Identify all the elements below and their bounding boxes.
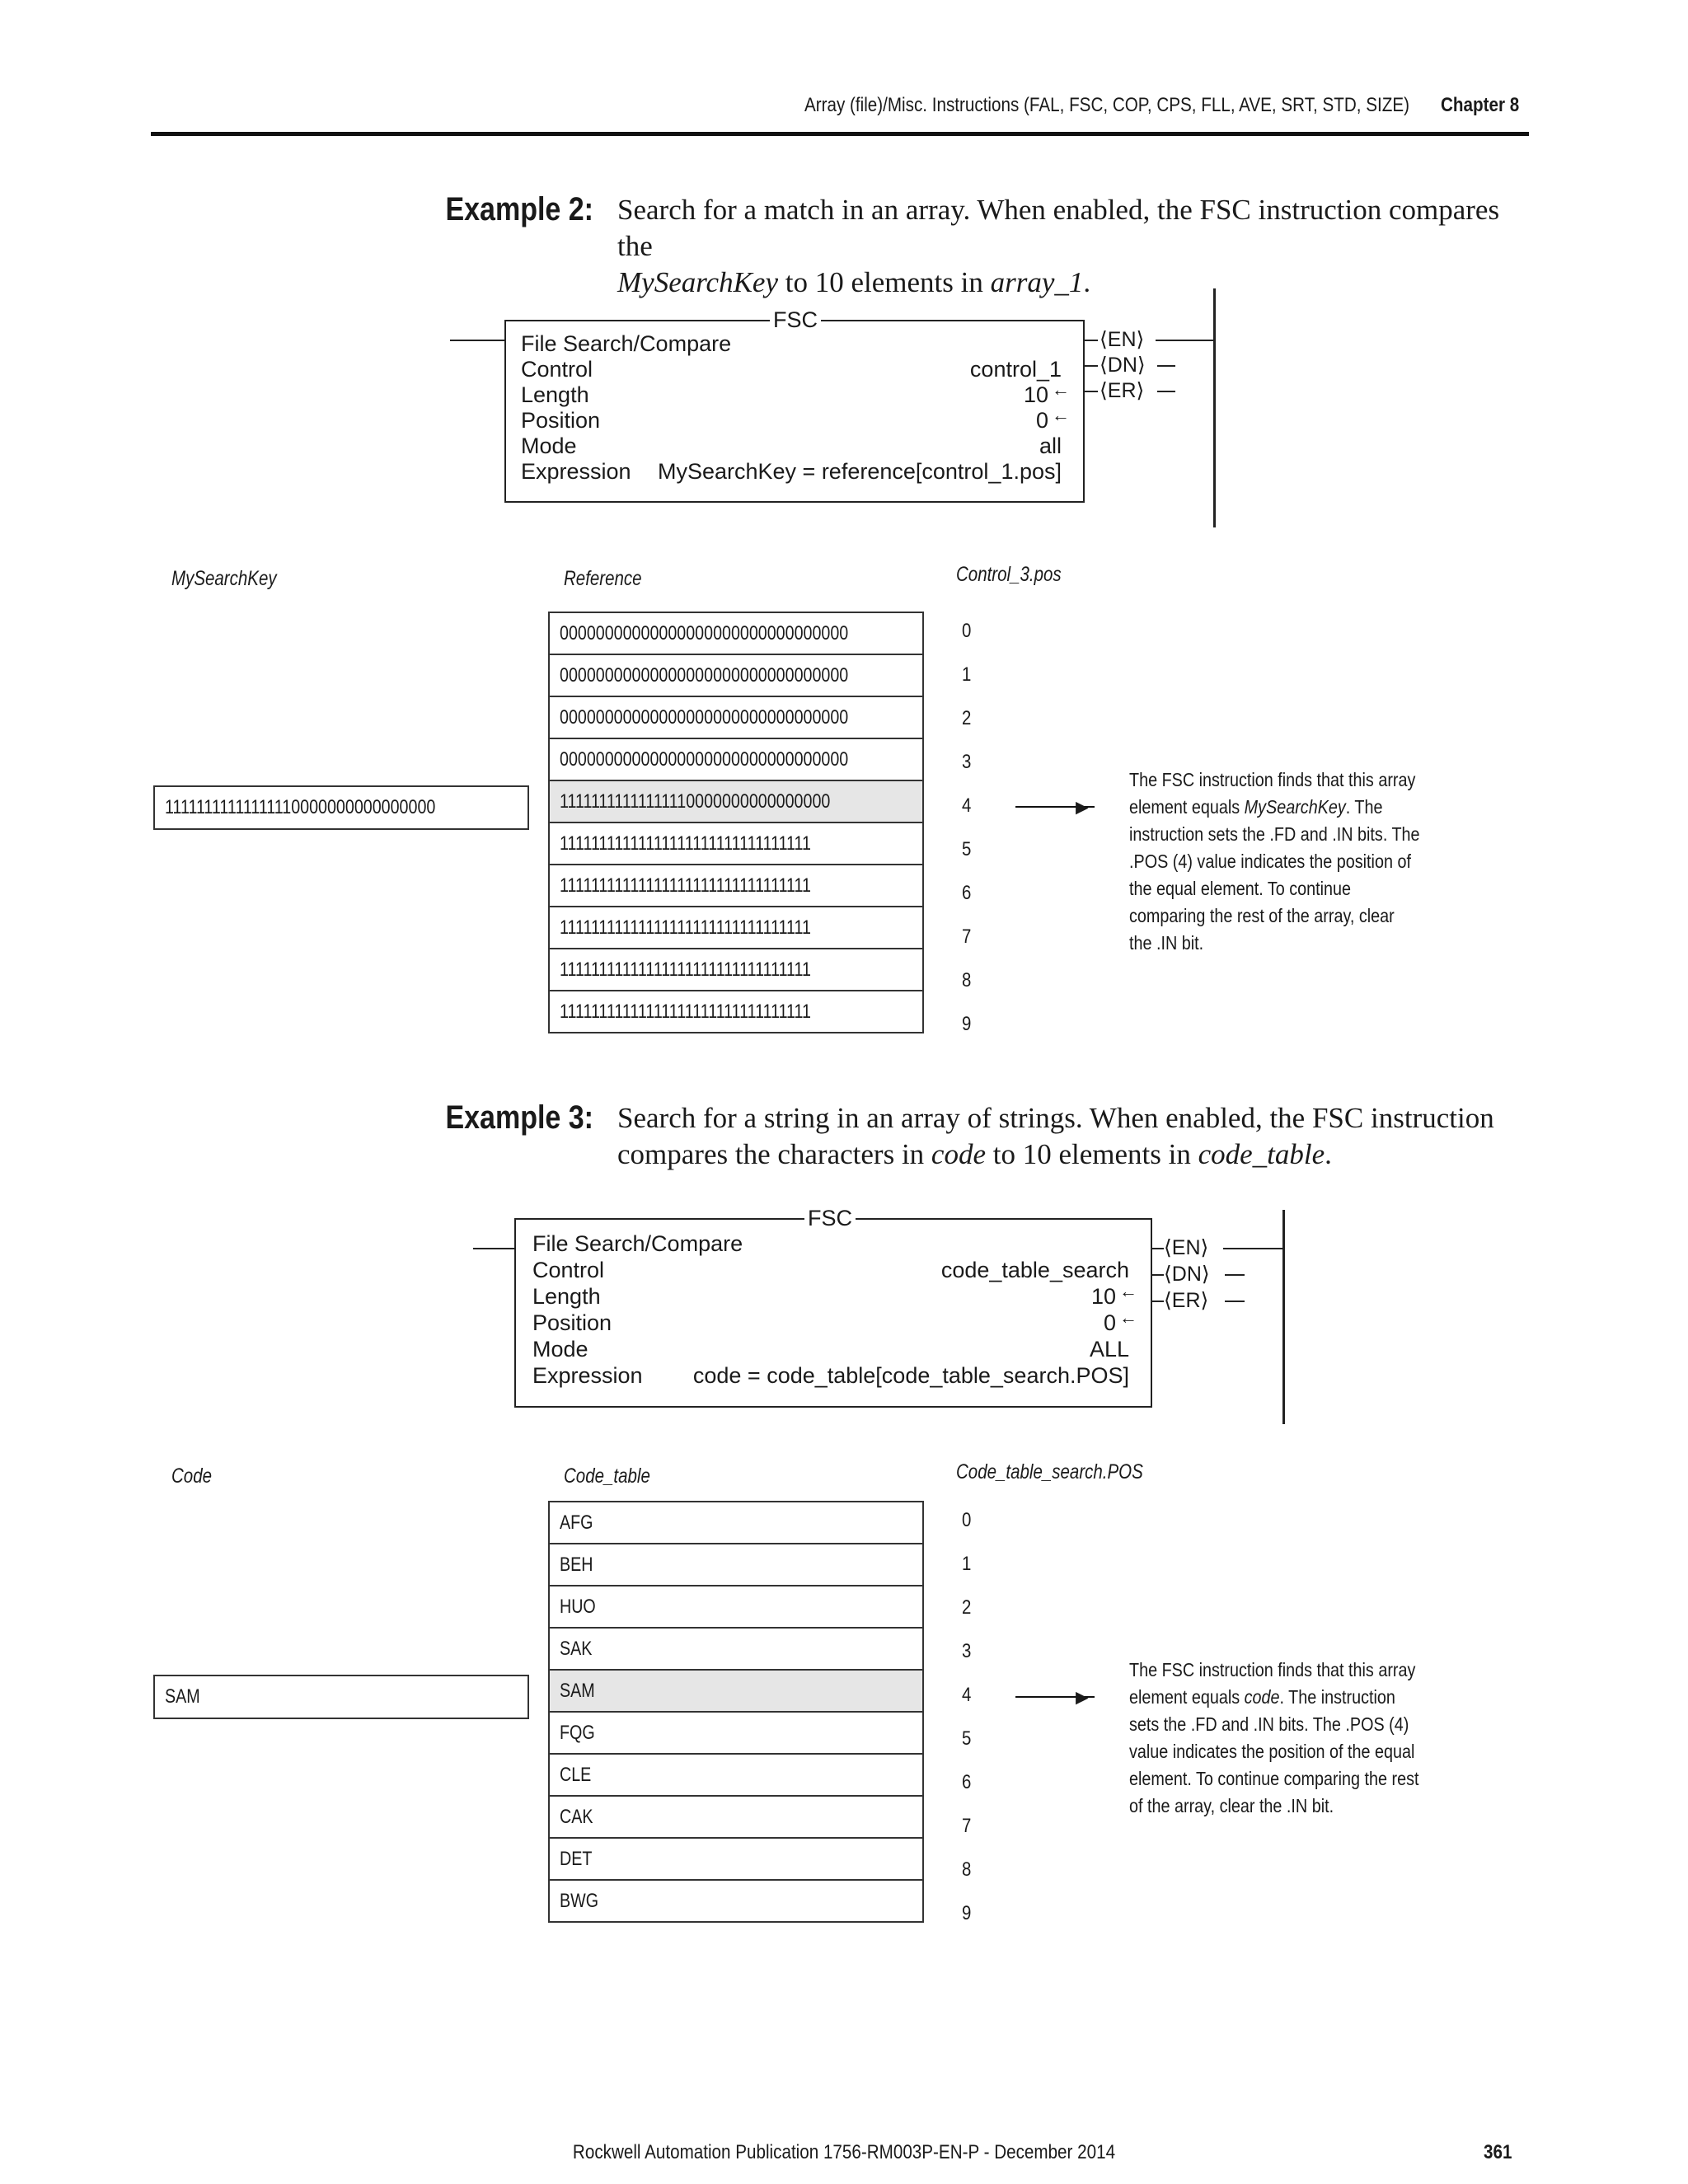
index-label: 8 — [962, 1858, 972, 1881]
running-header-chapter: Chapter 8 — [1441, 94, 1520, 116]
index-label: 6 — [962, 1771, 972, 1793]
note-text-italic: code — [1244, 1686, 1280, 1708]
fsc-mode-value: all — [1039, 434, 1062, 458]
example-2-line-2-mid: to 10 elements in — [778, 266, 991, 298]
index-label: 1 — [962, 1553, 972, 1575]
footer-publication: Rockwell Automation Publication 1756-RM003P-EN-P - December 2014 — [572, 2141, 1116, 2163]
example-3-line-1: Search for a string in an array of strings. When enabled, the FSC instruction — [617, 1102, 1494, 1134]
example-2-line-1: Search for a match in an array. When enabled, the FSC instruction compares the — [617, 194, 1500, 262]
index-label: 7 — [962, 1815, 972, 1837]
index-label: 3 — [962, 1640, 972, 1662]
fsc-expression-label: Expression — [532, 1363, 643, 1388]
table-row — [548, 1585, 924, 1629]
table-cell: BEH — [560, 1554, 593, 1576]
index-label: 4 — [962, 794, 972, 817]
coil-en: ⟨EN⟩ — [1100, 328, 1145, 351]
example-2-description — [617, 192, 1532, 301]
table-row — [548, 864, 924, 907]
arrow-right-icon: ► — [1071, 794, 1093, 819]
table-cell: 00000000000000000000000000000000 — [560, 706, 849, 729]
table-row-match — [548, 1669, 924, 1713]
note-text-b: . The instruction sets the .FD and .IN bits. The .POS (4) value indicates the position of the equal element. To continue comparing the rest of the array, clear the .IN bit. — [1129, 1686, 1419, 1816]
index-label: 7 — [962, 926, 972, 948]
table-cell: FQG — [560, 1722, 595, 1744]
table-cell: 11111111111111111111111111111111 — [560, 916, 811, 939]
table-cell: 11111111111111111111111111111111 — [560, 1001, 811, 1023]
index-label: 9 — [962, 1902, 972, 1924]
table-row — [548, 1711, 924, 1755]
table-cell: 11111111111111110000000000000000 — [560, 790, 831, 813]
search-key-cell — [153, 785, 529, 830]
header-rule — [151, 132, 1529, 136]
fsc-mode-value: ALL — [1089, 1337, 1129, 1361]
example-3-line-2-mid: to 10 elements in — [986, 1138, 1198, 1170]
coil-dn-wire-right — [1157, 365, 1175, 367]
arrow-left-icon: ← — [1119, 1307, 1137, 1328]
coil-en-wire — [1151, 1248, 1164, 1249]
coil-dn: ⟨DN⟩ — [1164, 1263, 1210, 1286]
callout-note-example-3 — [1129, 1657, 1420, 1820]
col-head-reference: Code_table — [564, 1465, 650, 1488]
fsc-title: FSC — [770, 307, 821, 333]
table-cell: 00000000000000000000000000000000 — [560, 664, 849, 687]
coil-en-wire-right — [1156, 340, 1213, 341]
arrow-right-icon: ► — [1071, 1685, 1093, 1709]
fsc-expression-label: Expression — [521, 459, 631, 484]
table-row — [548, 654, 924, 697]
table-cell: 11111111111111111111111111111111 — [560, 874, 811, 897]
index-label: 5 — [962, 1727, 972, 1750]
fsc-block-example-2 — [450, 288, 1217, 527]
example-2-label: Example 2: — [445, 191, 593, 227]
table-cell: 11111111111111111111111111111111 — [560, 958, 811, 981]
fsc-position-value: 0 — [1103, 1310, 1116, 1335]
coil-en: ⟨EN⟩ — [1164, 1236, 1209, 1259]
index-label: 9 — [962, 1013, 972, 1035]
table-row — [548, 1795, 924, 1839]
arrow-left-icon: ← — [1052, 405, 1070, 425]
note-text-a: The FSC instruction finds that this array element equals — [1129, 1659, 1416, 1708]
index-label: 4 — [962, 1684, 972, 1706]
rung-left-line — [450, 340, 504, 341]
coil-dn-wire — [1151, 1274, 1164, 1276]
fsc-length-label: Length — [532, 1284, 601, 1309]
fsc-expression-value: code = code_table[code_table_search.POS] — [692, 1363, 1129, 1388]
fsc-length-value: 10 — [1023, 382, 1048, 407]
code-table — [548, 1501, 924, 1923]
table-row — [548, 822, 924, 865]
table-row — [548, 1543, 924, 1586]
table-cell: SAK — [560, 1638, 593, 1660]
rung-right-rail — [1213, 288, 1216, 527]
example-3-code-name: code — [931, 1138, 986, 1170]
reference-table — [548, 612, 924, 1033]
page-number: 361 — [1484, 2141, 1512, 2163]
index-label: 5 — [962, 838, 972, 860]
index-label: 2 — [962, 1596, 972, 1619]
coil-er-wire — [1151, 1301, 1164, 1302]
table-row — [548, 1627, 924, 1671]
search-key-value: SAM — [165, 1685, 200, 1708]
rung-left-line — [473, 1248, 514, 1249]
fsc-instruction-box[interactable] — [504, 307, 1085, 503]
coil-er: ⟨ER⟩ — [1164, 1289, 1209, 1312]
fsc-title: FSC — [804, 1206, 856, 1231]
fsc-instruction-box[interactable] — [514, 1206, 1152, 1408]
table-cell: CLE — [560, 1764, 592, 1786]
example-2-line-2-end: . — [1083, 266, 1091, 298]
coil-er-label: ER — [1107, 379, 1137, 402]
coil-en-wire-right — [1223, 1248, 1282, 1249]
table-cell: 11111111111111111111111111111111 — [560, 832, 811, 855]
fsc-mode-label: Mode — [532, 1337, 588, 1361]
example-2-key-name: MySearchKey — [617, 266, 778, 298]
col-head-position: Control_3.pos — [956, 563, 1062, 586]
col-head-key: MySearchKey — [171, 567, 277, 590]
fsc-block-example-3 — [473, 1206, 1289, 1424]
coil-er-wire — [1083, 391, 1098, 392]
index-label: 0 — [962, 1509, 972, 1531]
table-row — [548, 1837, 924, 1881]
coil-en-label: EN — [1171, 1236, 1201, 1259]
running-header-title: Array (file)/Misc. Instructions (FAL, FSC, COP, CPS, FLL, AVE, SRT, STD, SIZE) — [804, 94, 1409, 116]
table-row — [548, 906, 924, 949]
coil-en-label: EN — [1107, 328, 1137, 351]
index-label: 1 — [962, 663, 972, 686]
example-3-line-2-end: . — [1325, 1138, 1332, 1170]
coil-er-wire-right — [1157, 391, 1175, 392]
index-label: 3 — [962, 751, 972, 773]
example-2-array-name: array_1 — [990, 266, 1084, 298]
coil-er-wire-right — [1225, 1301, 1245, 1302]
callout-note-example-2 — [1129, 766, 1420, 957]
example-3-line-2-start: compares the characters in — [617, 1138, 931, 1170]
table-row-match — [548, 780, 924, 823]
col-head-key: Code — [171, 1465, 213, 1488]
coil-dn: ⟨DN⟩ — [1100, 354, 1146, 377]
table-cell: HUO — [560, 1596, 596, 1618]
fsc-length-value: 10 — [1090, 1284, 1116, 1309]
fsc-heading: File Search/Compare — [521, 331, 732, 356]
table-cell: SAM — [560, 1680, 595, 1702]
coil-er: ⟨ER⟩ — [1100, 379, 1145, 402]
fsc-position-label: Position — [521, 408, 601, 433]
index-label: 6 — [962, 882, 972, 904]
table-row — [548, 738, 924, 781]
note-text-b: . The instruction sets the .FD and .IN bits. The .POS (4) value indicates the position of the equal element. To continue comparing the rest of the array, clear the .IN bit. — [1129, 796, 1420, 954]
arrow-left-icon: ← — [1052, 379, 1070, 400]
col-head-reference: Reference — [564, 567, 642, 590]
fsc-length-label: Length — [521, 382, 589, 407]
note-text-a: The FSC instruction finds that this array element equals — [1129, 769, 1416, 818]
rung-right-rail — [1282, 1210, 1285, 1424]
example-3-description — [617, 1100, 1532, 1173]
table-row — [548, 612, 924, 655]
coil-en-wire — [1083, 340, 1098, 341]
col-head-position: Code_table_search.POS — [956, 1460, 1143, 1483]
table-row — [548, 696, 924, 739]
arrow-left-icon: ← — [1119, 1281, 1137, 1301]
coil-dn-wire-right — [1225, 1274, 1245, 1276]
fsc-heading: File Search/Compare — [532, 1231, 743, 1256]
coil-dn-label: DN — [1171, 1263, 1202, 1286]
table-cell: 00000000000000000000000000000000 — [560, 622, 849, 644]
table-cell: BWG — [560, 1890, 599, 1912]
table-cell: AFG — [560, 1511, 593, 1534]
fsc-position-value: 0 — [1035, 408, 1048, 433]
table-row — [548, 990, 924, 1033]
search-key-value: 11111111111111110000000000000000 — [165, 796, 436, 818]
example-3-label: Example 3: — [445, 1099, 593, 1136]
index-label: 0 — [962, 620, 972, 642]
table-row — [548, 1501, 924, 1544]
fsc-control-value: code_table_search — [940, 1258, 1129, 1282]
coil-er-label: ER — [1171, 1289, 1201, 1312]
fsc-control-value: control_1 — [969, 357, 1062, 382]
table-row — [548, 1753, 924, 1797]
example-3-table-name: code_table — [1198, 1138, 1325, 1170]
index-label: 2 — [962, 707, 972, 729]
example-3-line-2 — [617, 1137, 1532, 1173]
fsc-control-label: Control — [521, 357, 593, 382]
fsc-control-label: Control — [532, 1258, 605, 1282]
fsc-expression-value: MySearchKey = reference[control_1.pos] — [657, 459, 1062, 484]
table-cell: CAK — [560, 1806, 593, 1828]
coil-dn-label: DN — [1107, 354, 1137, 377]
table-row — [548, 1879, 924, 1923]
search-key-cell — [153, 1675, 529, 1719]
table-row — [548, 948, 924, 991]
coil-dn-wire — [1083, 365, 1098, 367]
note-text-italic: MySearchKey — [1244, 796, 1346, 818]
fsc-position-label: Position — [532, 1310, 612, 1335]
fsc-mode-label: Mode — [521, 434, 577, 458]
index-label: 8 — [962, 969, 972, 991]
table-cell: 00000000000000000000000000000000 — [560, 748, 849, 771]
table-cell: DET — [560, 1848, 593, 1870]
